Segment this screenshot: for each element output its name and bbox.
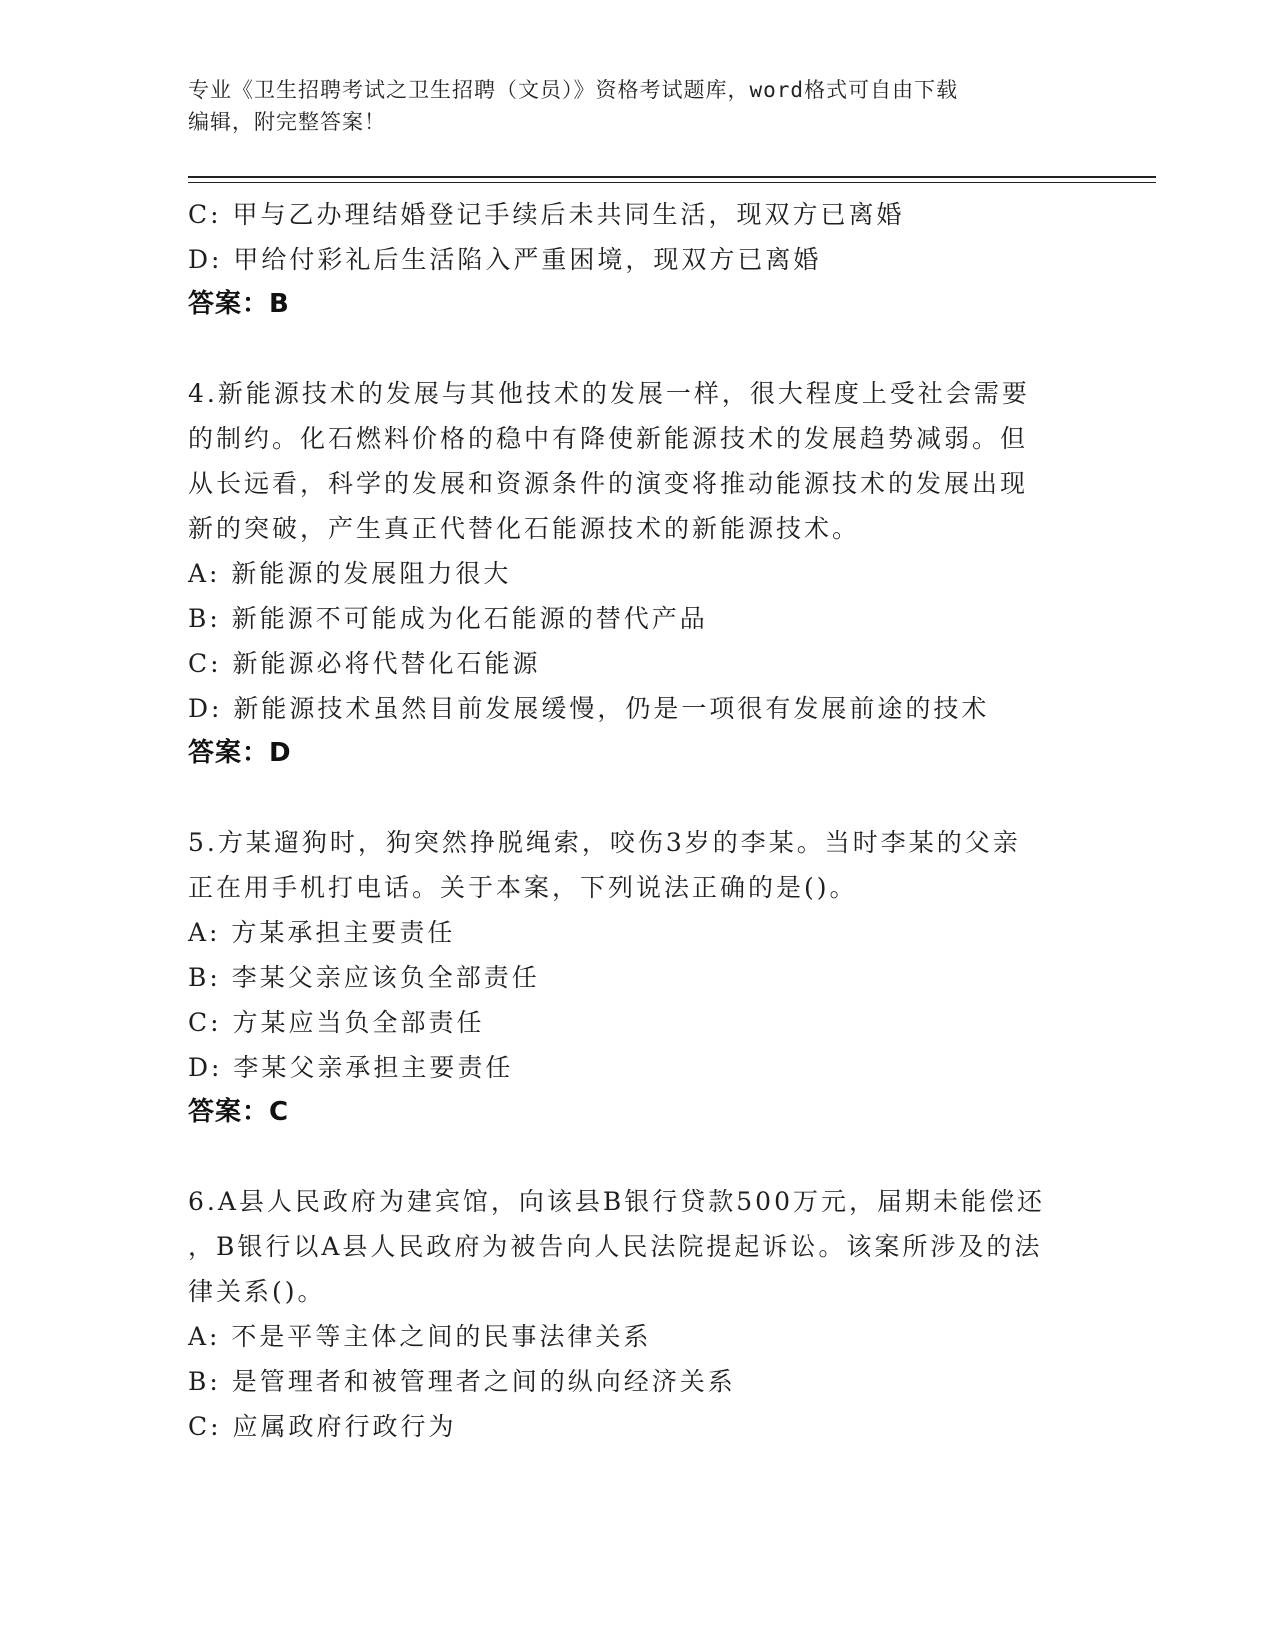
answer-label: 答案：D — [188, 738, 292, 768]
option-d: D: 甲给付彩礼后生活陷入严重困境，现双方已离婚 — [188, 245, 822, 274]
header-divider-thick — [188, 176, 1156, 178]
spacer — [188, 1135, 1068, 1179]
question-stem-line: 的制约。化石燃料价格的稳中有降使新能源技术的发展趋势减弱。但 — [188, 424, 1029, 453]
header-title-line-1: 专业《卫生招聘考试之卫生招聘（文员）》资格考试题库，word格式可自由下载 — [188, 78, 959, 102]
option-a: A: 新能源的发展阻力很大 — [188, 559, 512, 588]
spacer — [188, 776, 1068, 820]
question-stem-line: 4.新能源技术的发展与其他技术的发展一样，很大程度上受社会需要 — [188, 379, 1030, 408]
option-c: C: 方某应当负全部责任 — [188, 1008, 485, 1037]
question-list — [188, 192, 1068, 1449]
option-c: C: 甲与乙办理结婚登记手续后未共同生活，现双方已离婚 — [188, 200, 905, 229]
answer-label: 答案：B — [188, 289, 290, 319]
option-b: B: 李某父亲应该负全部责任 — [188, 963, 540, 992]
option-c: C: 应属政府行政行为 — [188, 1412, 457, 1441]
question-3-continued — [188, 192, 1068, 327]
option-a: A: 方某承担主要责任 — [188, 918, 456, 947]
option-b: B: 新能源不可能成为化石能源的替代产品 — [188, 604, 708, 633]
document-header — [188, 74, 1088, 138]
option-d: D: 新能源技术虽然目前发展缓慢，仍是一项很有发展前途的技术 — [188, 694, 990, 723]
question-stem-line: 新的突破，产生真正代替化石能源技术的新能源技术。 — [188, 514, 861, 543]
header-title-line-2: 编辑，附完整答案！ — [188, 110, 386, 134]
question-4 — [188, 371, 1068, 776]
question-6 — [188, 1179, 1068, 1449]
spacer — [188, 327, 1068, 371]
option-d: D: 李某父亲承担主要责任 — [188, 1053, 514, 1082]
option-c: C: 新能源必将代替化石能源 — [188, 649, 541, 678]
question-stem-line: ，B银行以A县人民政府为被告向人民法院提起诉讼。该案所涉及的法 — [188, 1232, 1043, 1261]
header-divider-thin — [188, 182, 1156, 183]
option-b: B: 是管理者和被管理者之间的纵向经济关系 — [188, 1367, 736, 1396]
question-stem-line: 正在用手机打电话。关于本案，下列说法正确的是()。 — [188, 873, 858, 902]
question-stem-line: 从长远看，科学的发展和资源条件的演变将推动能源技术的发展出现 — [188, 469, 1029, 498]
question-5 — [188, 820, 1068, 1135]
question-stem-line: 6.A县人民政府为建宾馆，向该县B银行贷款500万元，届期未能偿还 — [188, 1187, 1045, 1216]
question-stem-line: 5.方某遛狗时，狗突然挣脱绳索，咬伤3岁的李某。当时李某的父亲 — [188, 828, 1021, 857]
option-a: A: 不是平等主体之间的民事法律关系 — [188, 1322, 652, 1351]
answer-label: 答案：C — [188, 1097, 290, 1127]
question-stem-line: 律关系()。 — [188, 1277, 326, 1306]
